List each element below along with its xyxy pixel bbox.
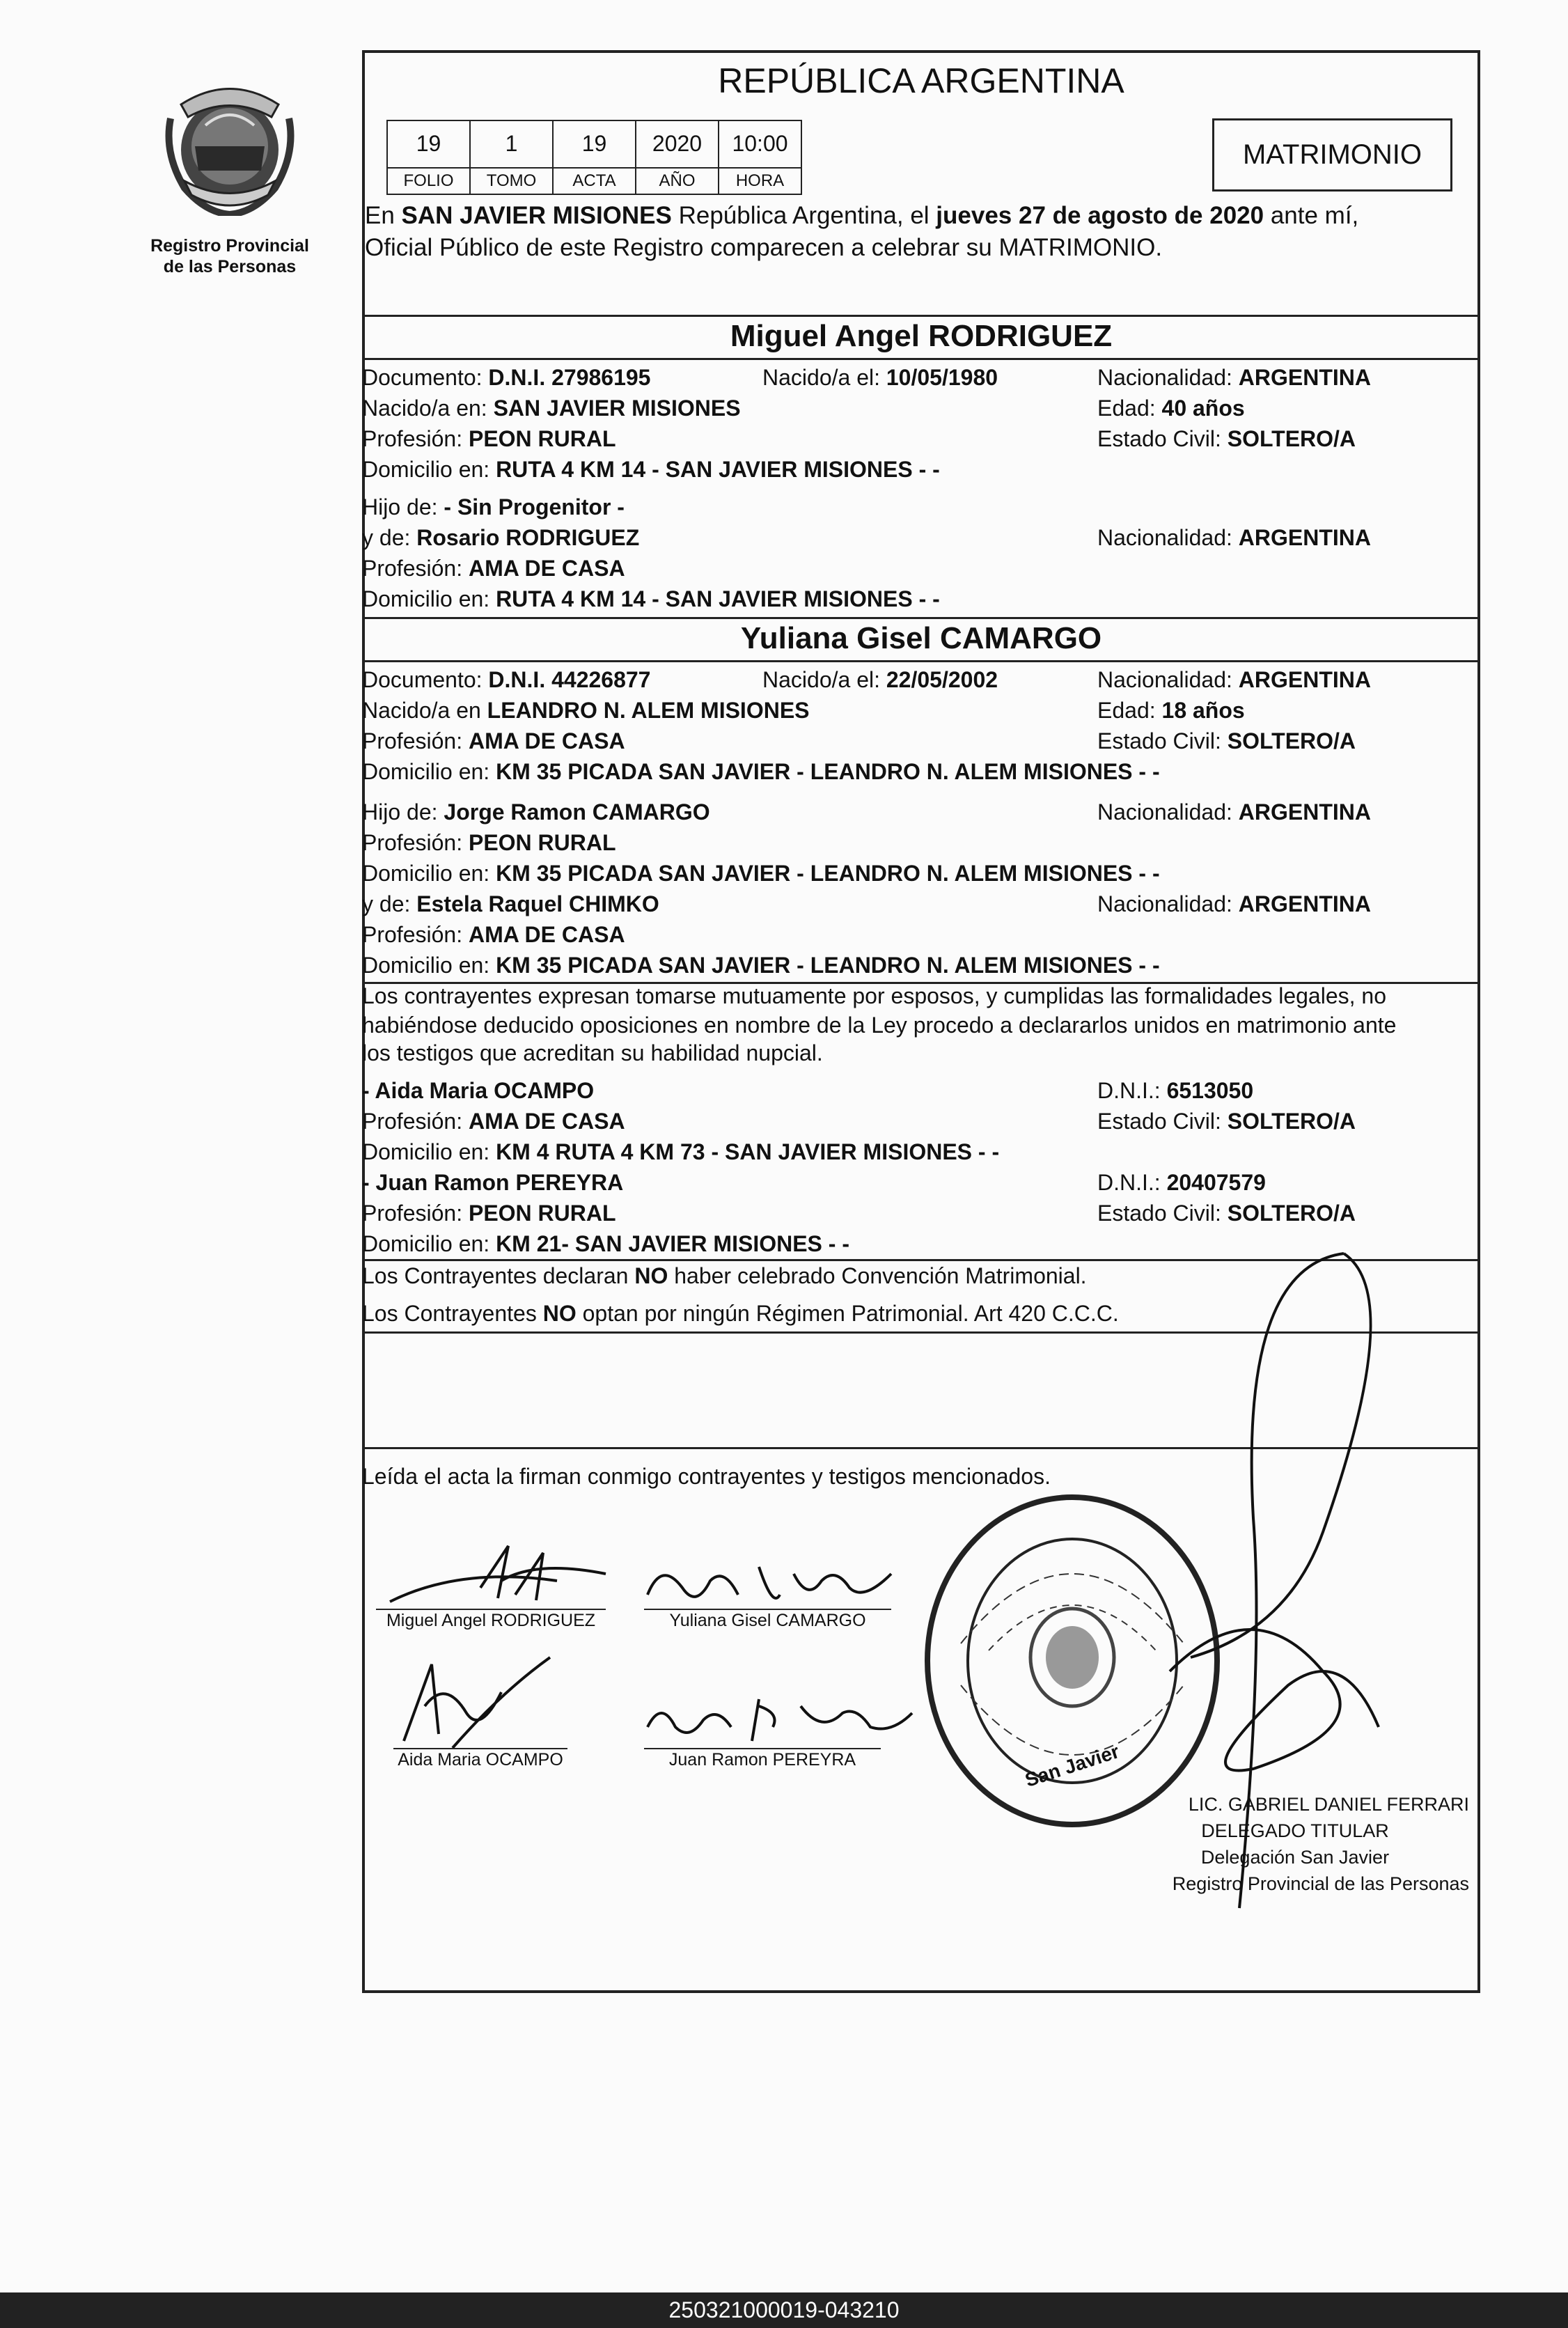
- signature-scribble-4: [641, 1685, 919, 1748]
- spouse2-father-profession: Profesión: PEON RURAL: [362, 830, 616, 855]
- spouse1-birth-date: Nacido/a el: 10/05/1980: [762, 365, 998, 390]
- hora-value: 10:00: [718, 120, 802, 169]
- folio-label: FOLIO: [386, 167, 471, 195]
- witness1-civil-status: Estado Civil: SOLTERO/A: [1097, 1109, 1356, 1134]
- officer-office: Delegación San Javier: [1200, 1847, 1390, 1868]
- spouse2-profession: Profesión: AMA DE CASA: [362, 728, 625, 753]
- signature-label-witness1: Aida Maria OCAMPO: [398, 1750, 563, 1770]
- tomo-value: 1: [469, 120, 554, 169]
- divider: [362, 617, 1480, 619]
- officer-registry: Registro Provincial de las Personas: [1172, 1873, 1469, 1894]
- spouse2-birth-date: Nacido/a el: 22/05/2002: [762, 667, 998, 692]
- spouse1-document: Documento: D.N.I. 27986195: [362, 365, 651, 390]
- hora-label: HORA: [718, 167, 802, 195]
- signature-label-bride: Yuliana Gisel CAMARGO: [669, 1611, 866, 1630]
- spouse2-document: Documento: D.N.I. 44226877: [362, 667, 651, 692]
- declaration-line-1: Los contrayentes expresan tomarse mutuamente por esposos, y cumplidas las formalidades legales, no: [362, 983, 1386, 1008]
- witness2-civil-status: Estado Civil: SOLTERO/A: [1097, 1201, 1356, 1226]
- regime-line-2: Los Contrayentes NO optan por ningún Régimen Patrimonial. Art 420 C.C.C.: [362, 1301, 1119, 1326]
- spouse2-mother: y de: Estela Raquel CHIMKO: [362, 891, 659, 916]
- signature-scribble-1: [376, 1539, 613, 1616]
- witness1-dni: D.N.I.: 6513050: [1097, 1078, 1254, 1103]
- act-type-badge: MATRIMONIO: [1212, 118, 1452, 192]
- misiones-shield-icon: [157, 77, 303, 216]
- regime-line-1: Los Contrayentes declaran NO haber celebrado Convención Matrimonial.: [362, 1263, 1087, 1288]
- spouse1-father: Hijo de: - Sin Progenitor -: [362, 494, 625, 519]
- witness2-name: - Juan Ramon PEREYRA: [362, 1170, 624, 1195]
- spouse1-mother-profession: Profesión: AMA DE CASA: [362, 556, 625, 581]
- stamp-place: San Javier: [1022, 1740, 1122, 1791]
- divider: [362, 660, 1480, 662]
- officer-name: LIC. GABRIEL DANIEL FERRARI: [1188, 1794, 1469, 1815]
- spouse1-birth-place: Nacido/a en: SAN JAVIER MISIONES: [362, 396, 741, 421]
- tomo-label: TOMO: [469, 167, 554, 195]
- signature-scribble-3: [390, 1650, 557, 1755]
- spouse1-address: Domicilio en: RUTA 4 KM 14 - SAN JAVIER MISIONES - -: [362, 457, 940, 482]
- divider: [362, 358, 1480, 360]
- spouse2-name: Yuliana Gisel CAMARGO: [740, 621, 1102, 655]
- province-emblem: [157, 77, 303, 216]
- spouse2-civil-status: Estado Civil: SOLTERO/A: [1097, 728, 1356, 753]
- footer-code: 250321000019-043210: [668, 2297, 900, 2322]
- spouse1-mother-nationality: Nacionalidad: ARGENTINA: [1097, 525, 1372, 550]
- signature-scribble-2: [641, 1553, 905, 1616]
- spouse2-mother-address: Domicilio en: KM 35 PICADA SAN JAVIER - LEANDRO N. ALEM MISIONES - -: [362, 953, 1160, 978]
- spouse2-mother-nationality: Nacionalidad: ARGENTINA: [1097, 891, 1372, 916]
- spouse2-nationality: Nacionalidad: ARGENTINA: [1097, 667, 1372, 692]
- spouse1-name: Miguel Angel RODRIGUEZ: [730, 319, 1113, 353]
- spouse2-mother-profession: Profesión: AMA DE CASA: [362, 922, 625, 947]
- signature-label-witness2: Juan Ramon PEREYRA: [668, 1750, 856, 1770]
- spouse2-age: Edad: 18 años: [1097, 698, 1245, 723]
- spouse2-address: Domicilio en: KM 35 PICADA SAN JAVIER - LEANDRO N. ALEM MISIONES - -: [362, 759, 1160, 784]
- acta-label: ACTA: [552, 167, 636, 195]
- spouse1-age: Edad: 40 años: [1097, 396, 1245, 421]
- closing-text: Leída el acta la firman conmigo contrayentes y testigos mencionados.: [362, 1464, 1051, 1489]
- witness1-address: Domicilio en: KM 4 RUTA 4 KM 73 - SAN JAVIER MISIONES - -: [362, 1139, 1000, 1164]
- witness2-address: Domicilio en: KM 21- SAN JAVIER MISIONES - -: [362, 1231, 849, 1256]
- anio-value: 2020: [635, 120, 719, 169]
- divider: [362, 315, 1480, 317]
- spouse1-civil-status: Estado Civil: SOLTERO/A: [1097, 426, 1356, 451]
- witness1-profession: Profesión: AMA DE CASA: [362, 1109, 625, 1134]
- declaration-line-2: habiéndose deducido oposiciones en nombre de la Ley procedo a declararlos unidos en matrimonio ante: [362, 1013, 1397, 1038]
- intro-line-2: Oficial Público de este Registro comparecen a celebrar su MATRIMONIO.: [365, 234, 1163, 261]
- folio-value: 19: [386, 120, 471, 169]
- officer-title: DELEGADO TITULAR: [1201, 1820, 1389, 1841]
- emblem-caption-2: de las Personas: [163, 257, 297, 276]
- spouse1-profession: Profesión: PEON RURAL: [362, 426, 616, 451]
- country-title: REPÚBLICA ARGENTINA: [718, 61, 1124, 100]
- declaration-line-3: los testigos que acreditan su habilidad nupcial.: [362, 1040, 823, 1065]
- emblem-caption-1: Registro Provincial: [150, 236, 309, 256]
- spouse2-birth-place: Nacido/a en LEANDRO N. ALEM MISIONES: [362, 698, 810, 723]
- spouse2-father-nationality: Nacionalidad: ARGENTINA: [1097, 799, 1372, 825]
- signature-label-groom: Miguel Angel RODRIGUEZ: [386, 1611, 596, 1630]
- spouse1-mother: y de: Rosario RODRIGUEZ: [362, 525, 640, 550]
- intro-line-1: En SAN JAVIER MISIONES República Argentina, el jueves 27 de agosto de 2020 ante mí,: [365, 202, 1359, 229]
- spouse1-nationality: Nacionalidad: ARGENTINA: [1097, 365, 1372, 390]
- spouse2-father: Hijo de: Jorge Ramon CAMARGO: [362, 799, 710, 825]
- spouse2-father-address: Domicilio en: KM 35 PICADA SAN JAVIER - LEANDRO N. ALEM MISIONES - -: [362, 861, 1160, 886]
- witness2-profession: Profesión: PEON RURAL: [362, 1201, 616, 1226]
- witness2-dni: D.N.I.: 20407579: [1097, 1170, 1266, 1195]
- spouse1-mother-address: Domicilio en: RUTA 4 KM 14 - SAN JAVIER MISIONES - -: [362, 586, 940, 611]
- acta-value: 19: [552, 120, 636, 169]
- witness1-name: - Aida Maria OCAMPO: [362, 1078, 595, 1103]
- anio-label: AÑO: [635, 167, 719, 195]
